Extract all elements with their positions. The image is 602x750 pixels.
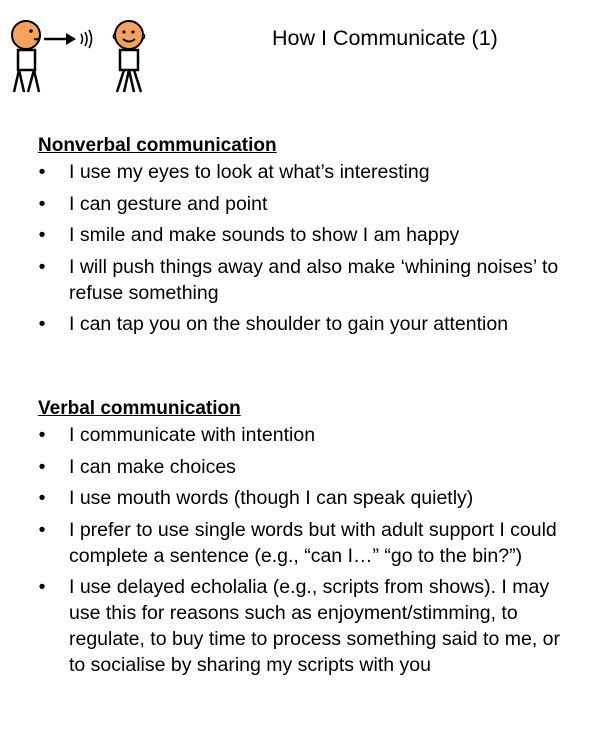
list-item-text: I use delayed echolalia (e.g., scripts from shows). I may use this for reasons such as enjoyment/stimming, to regulate, to buy time to process something said to me, or to socialise by sharing my scripts with you — [69, 576, 560, 676]
list-item-text: I prefer to use single words but with adult support I could complete a sentence (e.g., “can I…” “go to the bin?”) — [69, 518, 557, 567]
list-item — [38, 311, 578, 337]
list-item — [38, 222, 578, 248]
nonverbal-section — [38, 133, 578, 343]
list-item — [38, 517, 578, 569]
list-item-text: I smile and make sounds to show I am happy — [69, 224, 460, 246]
speaking-person-icon — [12, 21, 40, 92]
list-item — [38, 191, 578, 217]
listening-person-icon — [114, 21, 145, 92]
bullet-icon: • — [38, 313, 46, 335]
two-people-talking-icon — [4, 10, 154, 105]
list-item-text: I use my eyes to look at what’s interesting — [69, 161, 430, 183]
list-item — [38, 422, 578, 448]
list-item-text: I communicate with intention — [69, 424, 316, 446]
bullet-icon: • — [38, 576, 46, 598]
bullet-icon: • — [38, 487, 46, 509]
list-item — [38, 254, 578, 306]
bullet-icon: • — [38, 255, 46, 278]
bullet-icon: • — [38, 424, 46, 446]
page-title: How I Communicate (1) — [272, 26, 498, 50]
sound-waves-icon — [81, 30, 92, 48]
arrow-icon — [44, 33, 76, 45]
section-heading-verbal: Verbal communication — [38, 398, 241, 419]
list-item-text: I can tap you on the shoulder to gain your attention — [69, 313, 509, 335]
list-item — [38, 574, 578, 678]
bullet-icon: • — [38, 192, 46, 215]
list-item — [38, 485, 578, 511]
list-item-text: I use mouth words (though I can speak quietly) — [69, 487, 474, 509]
bullet-icon: • — [38, 518, 46, 541]
list-item-text: I can make choices — [69, 455, 236, 478]
list-item-text: I can gesture and point — [69, 192, 268, 215]
list-item-text: I will push things away and also make ‘whining noises’ to refuse something — [69, 255, 559, 304]
verbal-section — [38, 396, 578, 684]
bullet-icon: • — [38, 455, 46, 478]
bullet-icon: • — [38, 161, 46, 183]
list-item — [38, 454, 578, 480]
section-heading-nonverbal: Nonverbal communication — [38, 135, 277, 156]
nonverbal-list — [38, 159, 578, 337]
list-item — [38, 159, 578, 185]
bullet-icon: • — [38, 224, 46, 246]
verbal-list — [38, 422, 578, 678]
